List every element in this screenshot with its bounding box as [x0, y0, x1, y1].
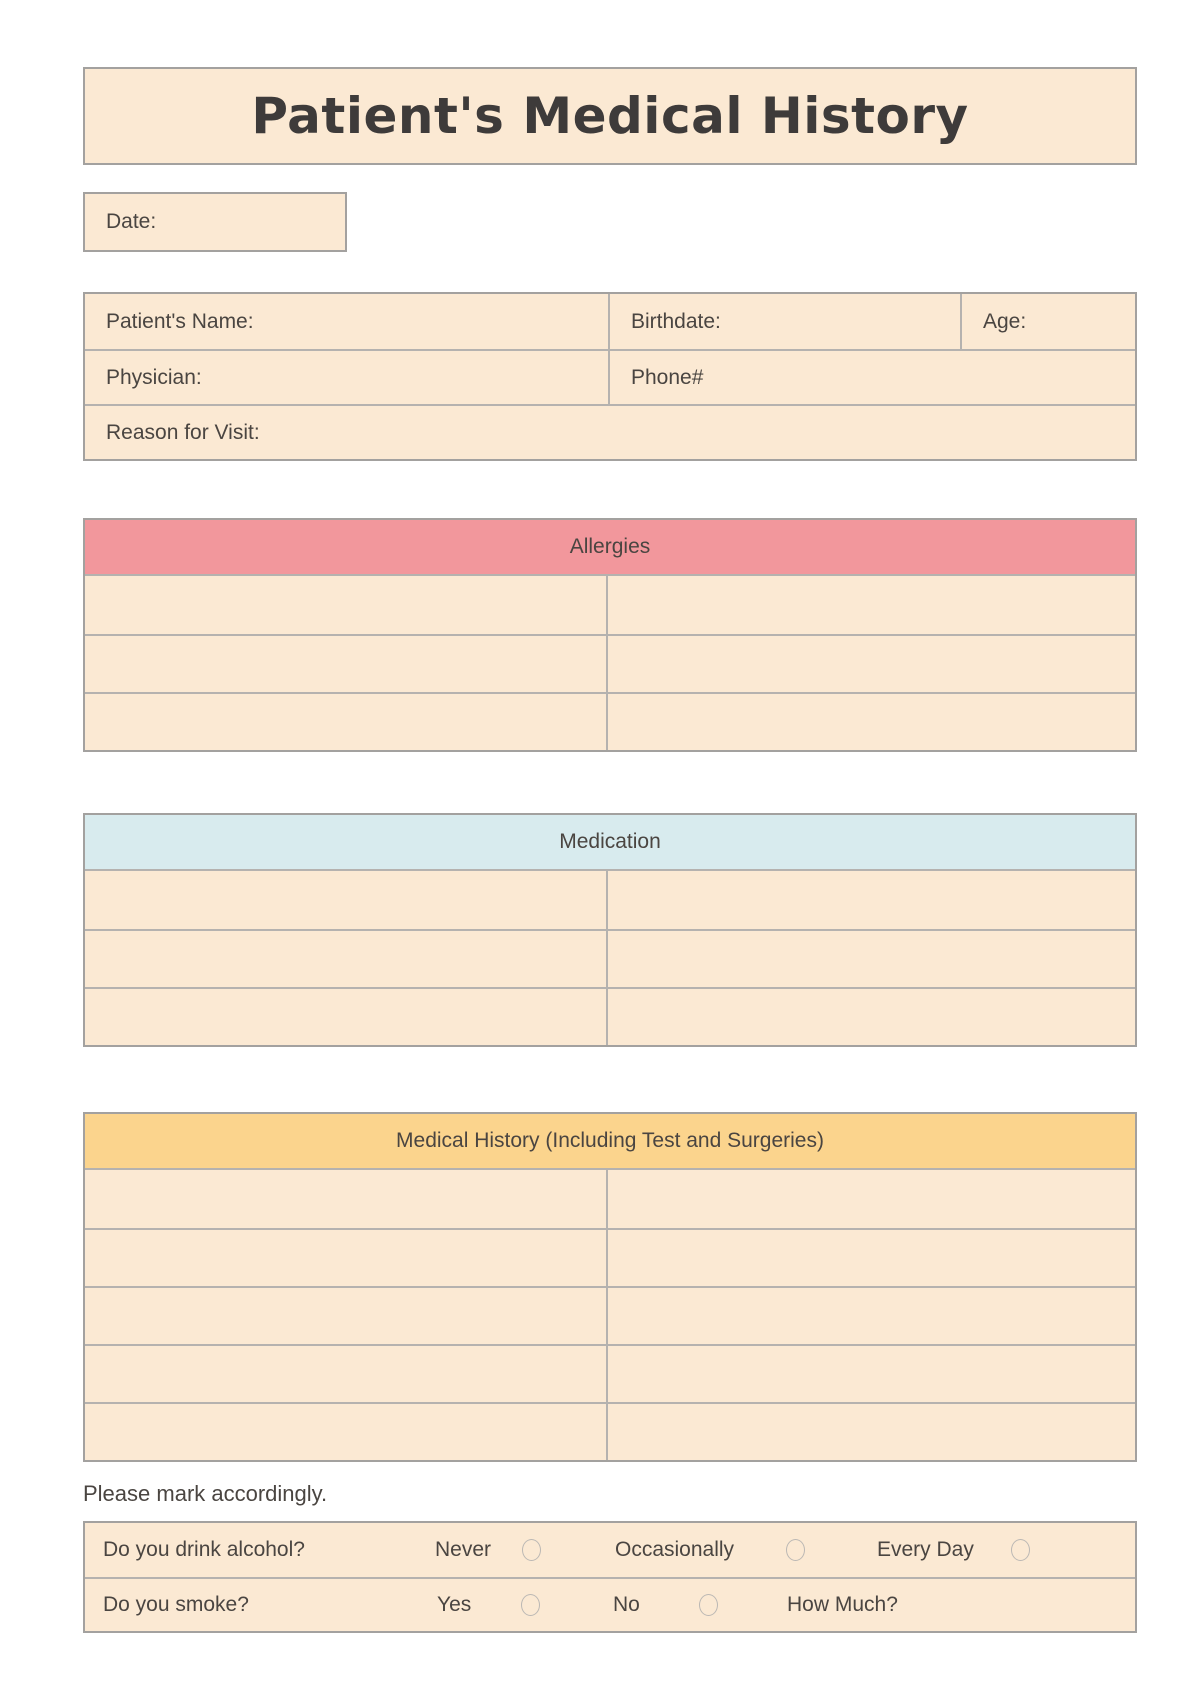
medication-title: Medication [559, 830, 661, 853]
allergies-title: Allergies [569, 535, 651, 558]
medical-history-row [85, 1402, 1135, 1460]
alcohol-everyday-radio[interactable] [1011, 1539, 1030, 1561]
medical-history-row [85, 1228, 1135, 1286]
medication-entry-cell[interactable] [85, 931, 608, 987]
medication-row [85, 871, 1135, 929]
alcohol-option-everyday-label: Every Day [877, 1538, 974, 1561]
smoke-question-row [85, 1577, 1135, 1631]
medication-entry-cell[interactable] [608, 931, 1135, 987]
medication-row [85, 929, 1135, 987]
medication-entry-cell[interactable] [85, 871, 608, 929]
medical-history-header [85, 1114, 1135, 1170]
date-field[interactable] [83, 192, 347, 252]
smoke-option-yes-label: Yes [437, 1593, 472, 1616]
alcohol-question-row [85, 1523, 1135, 1577]
medical-history-entry-cell[interactable] [608, 1230, 1135, 1286]
alcohol-option-never-label: Never [435, 1538, 492, 1561]
allergies-entry-cell[interactable] [85, 576, 608, 634]
age-label: Age: [983, 309, 1027, 333]
phone-field[interactable] [608, 351, 1135, 404]
allergies-entry-cell[interactable] [85, 694, 608, 750]
medical-history-entry-cell[interactable] [608, 1288, 1135, 1344]
smoke-option-no-label: No [613, 1593, 640, 1616]
medication-rows [85, 871, 1135, 1045]
medication-section [83, 813, 1137, 1047]
page-title: Patient's Medical History [251, 87, 969, 145]
alcohol-option-occasionally-label: Occasionally [615, 1538, 735, 1561]
smoke-question-label: Do you smoke? [103, 1593, 249, 1616]
patient-name-field[interactable] [85, 294, 608, 349]
table-row [85, 294, 1135, 349]
form-title-box [83, 67, 1137, 165]
medication-entry-cell[interactable] [608, 871, 1135, 929]
smoke-no-radio[interactable] [699, 1594, 718, 1616]
medical-history-title: Medical History (Including Test and Surgeries) [396, 1129, 824, 1152]
medical-history-row [85, 1286, 1135, 1344]
phone-label: Phone# [631, 365, 704, 389]
smoke-yes-radio[interactable] [521, 1594, 540, 1616]
alcohol-occasionally-radio[interactable] [786, 1539, 805, 1561]
medical-history-entry-cell[interactable] [85, 1230, 608, 1286]
medication-row [85, 987, 1135, 1045]
age-field[interactable] [960, 294, 1135, 349]
allergies-header [85, 520, 1135, 576]
medical-history-row [85, 1170, 1135, 1228]
medical-history-entry-cell[interactable] [608, 1404, 1135, 1460]
allergies-row [85, 576, 1135, 634]
table-row [85, 404, 1135, 459]
allergies-entry-cell[interactable] [608, 694, 1135, 750]
medical-history-rows [85, 1170, 1135, 1460]
allergies-rows [85, 576, 1135, 750]
medical-history-entry-cell[interactable] [608, 1346, 1135, 1402]
medical-history-entry-cell[interactable] [85, 1346, 608, 1402]
birthdate-field[interactable] [608, 294, 960, 349]
physician-field[interactable] [85, 351, 608, 404]
allergies-entry-cell[interactable] [608, 576, 1135, 634]
medical-history-row [85, 1344, 1135, 1402]
how-much-label: How Much? [787, 1593, 898, 1616]
patient-info-table [83, 292, 1137, 461]
medical-history-section [83, 1112, 1137, 1462]
allergies-row [85, 634, 1135, 692]
patient-name-label: Patient's Name: [106, 309, 254, 333]
alcohol-question-label: Do you drink alcohol? [103, 1538, 305, 1561]
reason-for-visit-label: Reason for Visit: [106, 420, 260, 444]
date-label: Date: [106, 210, 157, 233]
alcohol-never-radio[interactable] [522, 1539, 541, 1561]
medication-header [85, 815, 1135, 871]
allergies-row [85, 692, 1135, 750]
mark-accordingly-note: Please mark accordingly. [83, 1481, 328, 1506]
medication-entry-cell[interactable] [608, 989, 1135, 1045]
medical-history-entry-cell[interactable] [85, 1288, 608, 1344]
allergies-entry-cell[interactable] [85, 636, 608, 692]
medical-history-entry-cell[interactable] [85, 1170, 608, 1228]
allergies-section [83, 518, 1137, 752]
table-row [85, 349, 1135, 404]
medication-entry-cell[interactable] [85, 989, 608, 1045]
allergies-entry-cell[interactable] [608, 636, 1135, 692]
physician-label: Physician: [106, 365, 202, 389]
birthdate-label: Birthdate: [631, 309, 721, 333]
questions-table [83, 1521, 1137, 1633]
medical-history-entry-cell[interactable] [85, 1404, 608, 1460]
reason-for-visit-field[interactable] [85, 406, 1135, 459]
medical-history-entry-cell[interactable] [608, 1170, 1135, 1228]
